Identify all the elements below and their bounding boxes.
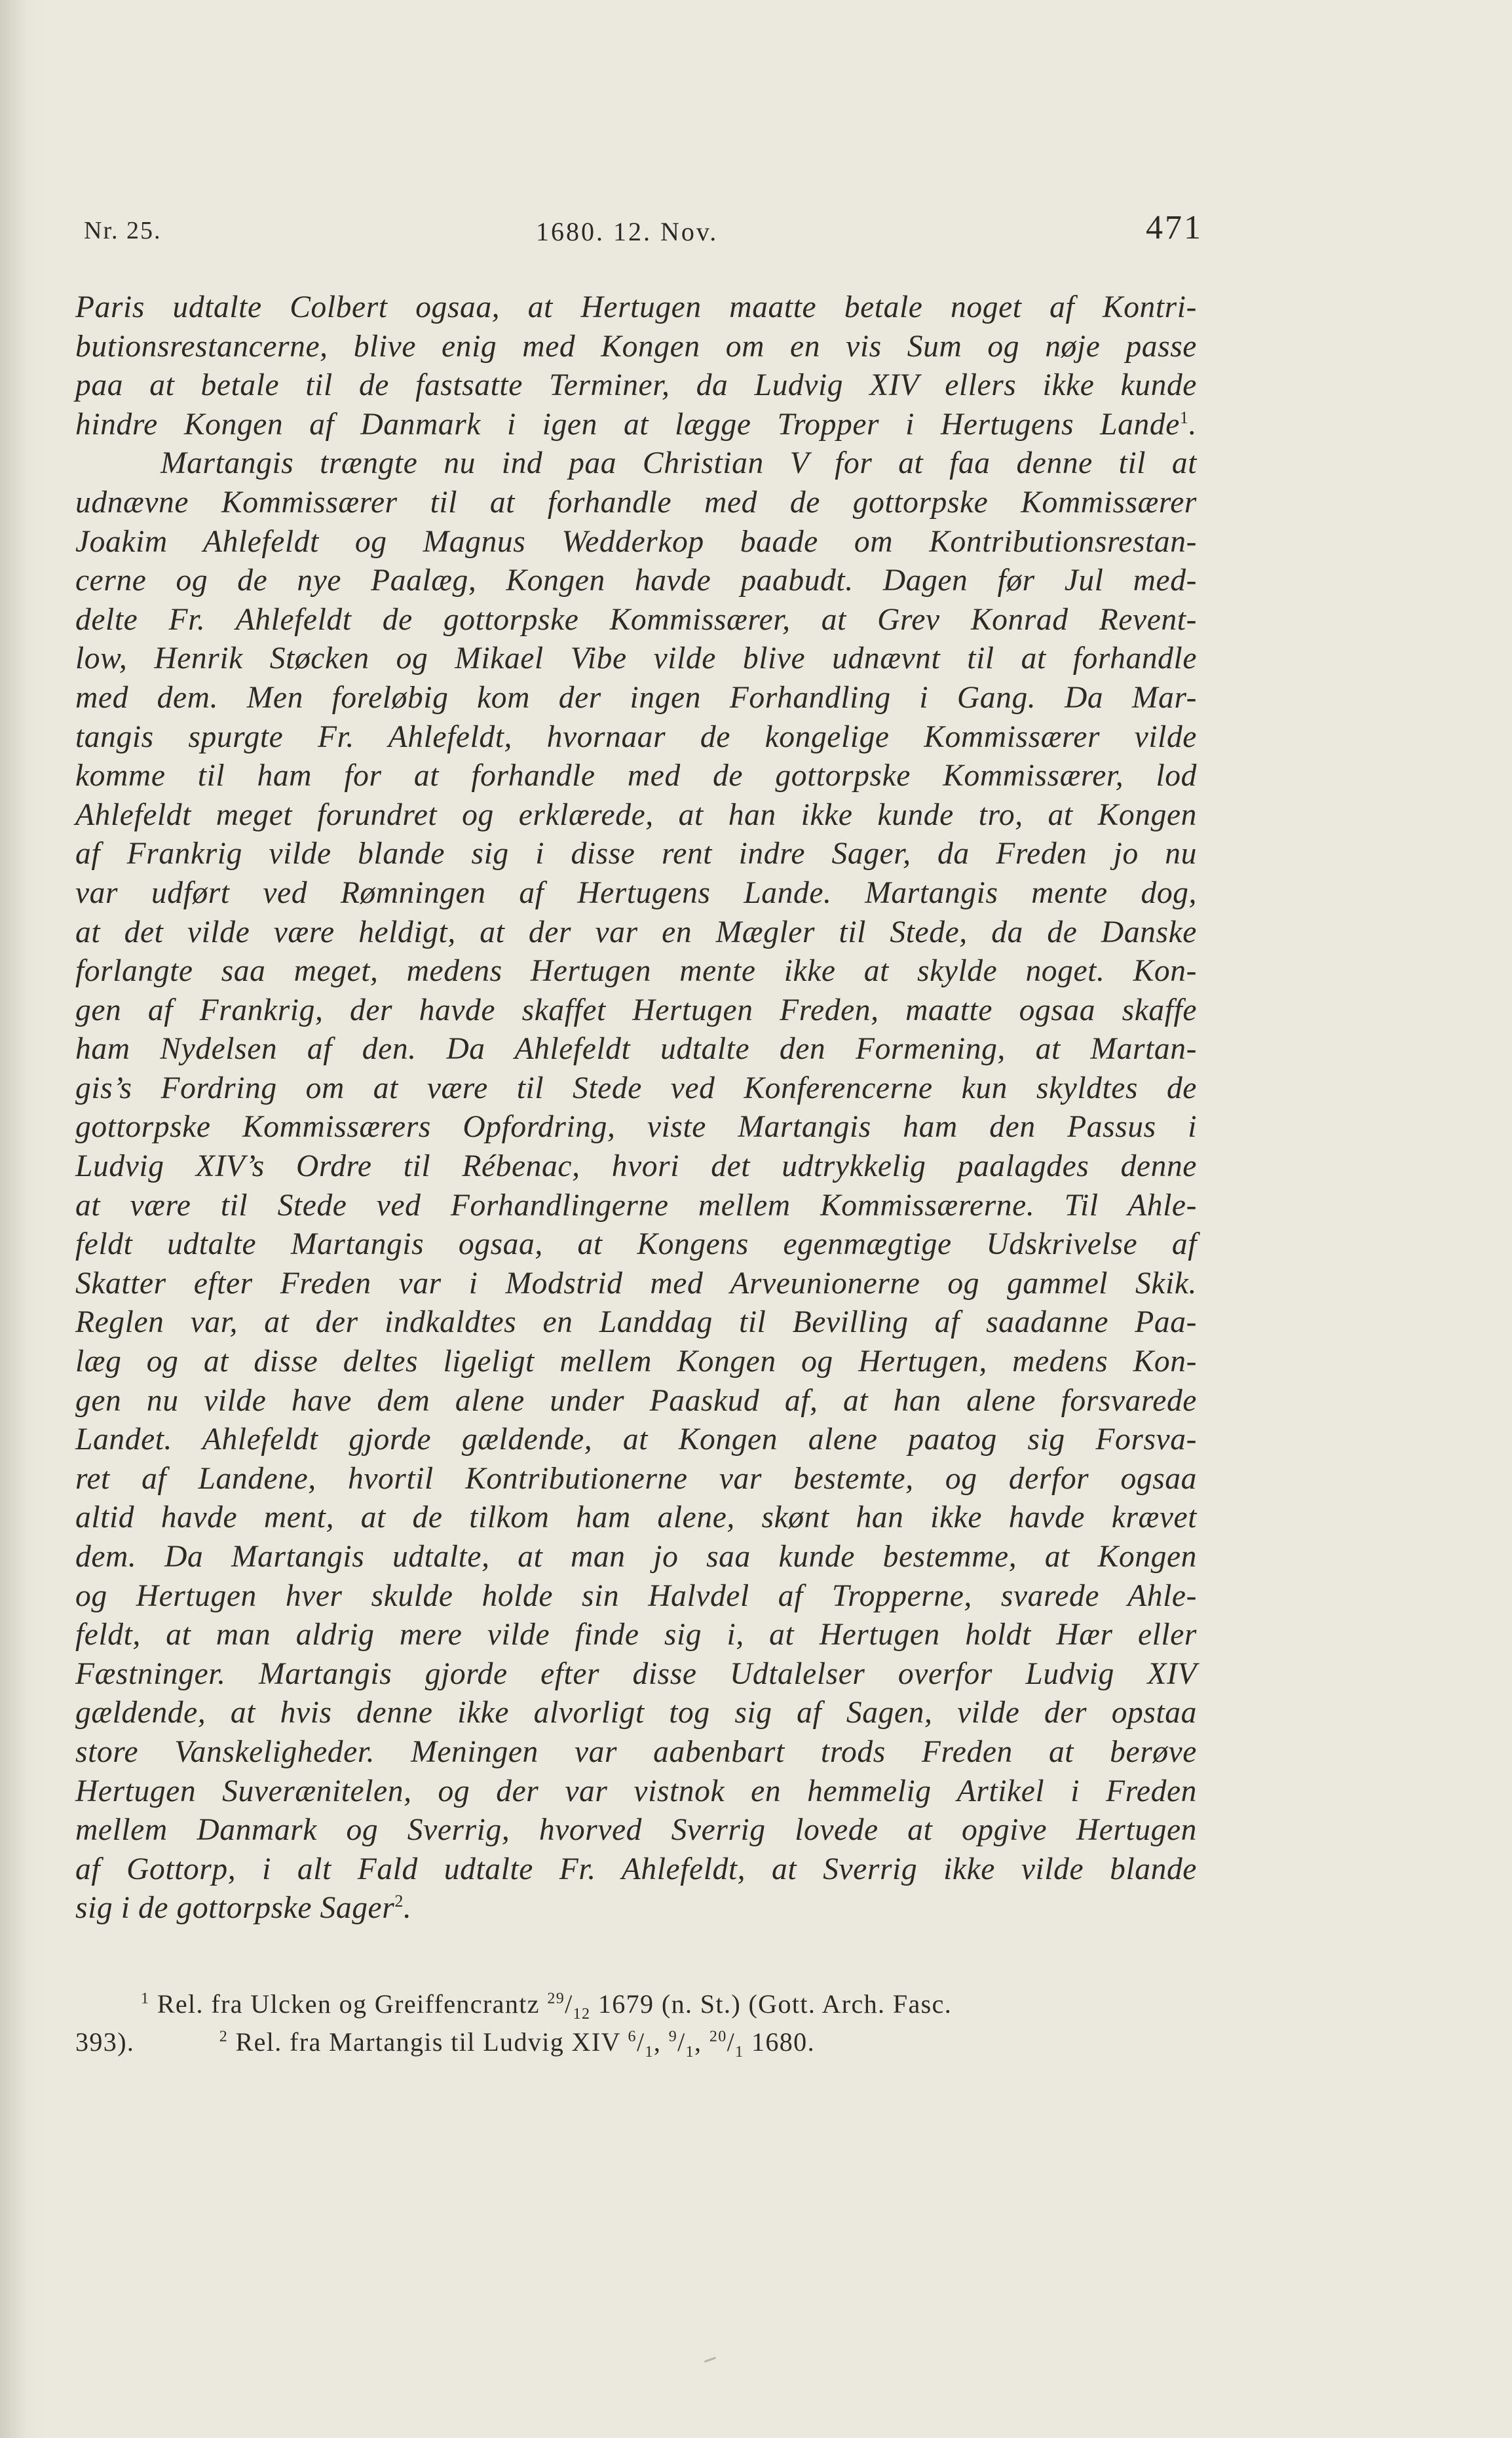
text-line: Fæstninger. Martangis gjorde efter disse Udtalelser overfor Ludvig XIV <box>75 1656 1197 1691</box>
text-line: tangis spurgte Fr. Ahlefeldt, hvornaar de kongelige Kommissærer vilde <box>75 719 1197 754</box>
text-line: altid havde ment, at de tilkom ham alene, skønt han ikke havde krævet <box>75 1500 1197 1535</box>
text-line: var udført ved Rømningen af Hertugens Lande. Martangis mente dog, <box>75 875 1197 910</box>
text-line: Paris udtalte Colbert ogsaa, at Hertugen maatte betale noget af Kontri- <box>75 290 1197 324</box>
footnote-ref-1[interactable]: 1 <box>1179 408 1189 427</box>
text-line: ham Nydelsen af den. Da Ahlefeldt udtalte den Formening, at Martan- <box>75 1032 1197 1067</box>
text-line: gældende, at hvis denne ikke alvorligt tog sig af Sagen, vilde der opstaa <box>75 1696 1197 1730</box>
text-line: at være til Stede ved Forhandlingerne mellem Kommissærerne. Til Ahle- <box>75 1188 1197 1223</box>
date-denominator: 12 <box>573 2006 591 2023</box>
text-line: med dem. Men foreløbig kom der ingen Forhandling i Gang. Da Mar- <box>75 680 1197 715</box>
text-line: udnævne Kommissærer til at forhandle med de gottorpske Kommissærer <box>75 485 1197 520</box>
stray-mark <box>704 2357 716 2363</box>
spine-shadow <box>0 0 26 2438</box>
text-line: store Vanskeligheder. Meningen var aabenbart trods Freden at berøve <box>75 1734 1197 1769</box>
text-line: gen af Frankrig, der havde skaffet Hertugen Freden, maatte ogsaa skaffe <box>75 993 1197 1027</box>
text-line: gis’s Fordring om at være til Stede ved Konferencerne kun skyldtes de <box>75 1071 1197 1105</box>
text-line: gen nu vilde have dem alene under Paaskud af, at han alene forsvarede <box>75 1383 1197 1418</box>
footnote-1-text: Rel. fra Ulcken og Greiffencrantz <box>157 1989 540 2019</box>
footnote-2-date-1: $^6/_1$, <box>628 2027 662 2061</box>
page-number: 471 <box>1146 209 1203 246</box>
document-number: Nr. 25. <box>84 217 162 244</box>
text-line: læg og at disse deltes ligeligt mellem Kongen og Hertugen, medens Kon- <box>75 1344 1197 1379</box>
text-line: af Gottorp, i alt Fald udtalte Fr. Ahlefeldt, at Sverrig ikke vilde blande <box>75 1852 1197 1886</box>
text-line: delte Fr. Ahlefeldt de gottorpske Kommissærer, at Grev Konrad Revent- <box>75 602 1197 637</box>
date-numerator: 20 <box>709 2028 727 2046</box>
text-line: hindre Kongen af Danmark i igen at lægge Tropper i Hertugens Lande$^1$. <box>75 407 1197 442</box>
date-numerator: 9 <box>668 2028 678 2046</box>
footnote-1-continuation: 393). <box>75 2027 135 2057</box>
date-denominator: 1 <box>645 2044 654 2061</box>
running-header <box>84 208 1203 254</box>
footnote-2 <box>142 2027 815 2061</box>
text-line: Ludvig XIV’s Ordre til Rébenac, hvori det udtrykkelig paalagdes denne <box>75 1149 1197 1184</box>
date-numerator: 6 <box>628 2028 637 2046</box>
header-date: 1680. 12. Nov. <box>536 217 719 246</box>
text-line: butionsrestancerne, blive enig med Kongen om en vis Sum og nøje passe <box>75 329 1197 364</box>
text-line: og Hertugen hver skulde holde sin Halvdel af Tropperne, svarede Ahle- <box>75 1578 1197 1613</box>
footnote-2-text: Rel. fra Martangis til Ludvig XIV <box>235 2027 621 2057</box>
footnote-2-date-2: $^9/_1$, <box>668 2027 702 2061</box>
text-line: Skatter efter Freden var i Modstrid med Arveunionerne og gammel Skik. <box>75 1266 1197 1301</box>
text-line: cerne og de nye Paalæg, Kongen havde paabudt. Dagen før Jul med- <box>75 563 1197 598</box>
text-line: Reglen var, at der indkaldtes en Landdag til Bevilling af saadanne Paa- <box>75 1305 1197 1340</box>
text-line-content: hindre Kongen af Danmark i igen at lægge Tropper i Hertugens Lande <box>75 407 1180 442</box>
text-line: feldt udtalte Martangis ogsaa, at Kongens egenmægtige Udskrivelse af <box>75 1227 1197 1262</box>
text-line: sig i de gottorpske Sager$^2$. <box>75 1891 412 1926</box>
date-denominator: 1 <box>735 2044 744 2061</box>
text-line: mellem Danmark og Sverrig, hvorved Sverrig lovede at opgive Hertugen <box>75 1813 1197 1848</box>
text-line: paa at betale til de fastsatte Terminer, da Ludvig XIV ellers ikke kunde <box>75 368 1197 403</box>
text-line: Ahlefeldt meget forundret og erklærede, at han ikke kunde tro, at Kongen <box>75 797 1197 832</box>
text-line: af Frankrig vilde blande sig i disse rent indre Sager, da Freden jo nu <box>75 837 1197 871</box>
footnote-2-rest: 1680. <box>751 2027 815 2057</box>
text-line: feldt, at man aldrig mere vilde finde sig i, at Hertugen holdt Hær eller <box>75 1618 1197 1652</box>
text-line: ret af Landene, hvortil Kontributionerne var bestemte, og derfor ogsaa <box>75 1461 1197 1496</box>
footnote-2-number: 2 <box>219 2028 229 2046</box>
text-line-content: sig i de gottorpske Sager <box>75 1891 395 1926</box>
text-line: Hertugen Suverænitelen, og der var vistnok en hemmelig Artikel i Freden <box>75 1774 1197 1808</box>
date-numerator: 29 <box>547 1990 565 2008</box>
text-line: komme til ham for at forhandle med de gottorpske Kommissærer, lod <box>75 759 1197 793</box>
footnote-2-date-3: $^{20}/_1$ <box>709 2027 744 2061</box>
text-line: Landet. Ahlefeldt gjorde gældende, at Kongen alene paatog sig Forsva- <box>75 1422 1197 1457</box>
footnote-1 <box>75 1985 1197 2023</box>
text-line: forlangte saa meget, medens Hertugen mente ikke at skylde noget. Kon- <box>75 954 1197 989</box>
text-line: at det vilde være heldigt, at der var en Mægler til Stede, da de Danske <box>75 915 1197 949</box>
text-line: low, Henrik Støcken og Mikael Vibe vilde blive udnævnt til at forhandle <box>75 641 1197 676</box>
footnote-ref-2[interactable]: 2 <box>394 1892 404 1911</box>
date-denominator: 1 <box>685 2044 695 2061</box>
text-line: Martangis trængte nu ind paa Christian V for at faa denne til at <box>161 446 1197 481</box>
text-line: Joakim Ahlefeldt og Magnus Wedderkop baade om Kontributionsrestan- <box>75 524 1197 559</box>
footnote-1-cont-and-2 <box>75 2023 1197 2061</box>
footnote-1-number: 1 <box>141 1990 150 2008</box>
main-text <box>75 288 1197 1928</box>
footnote-1-date: $^{29}/_{12}$ <box>547 1989 591 2023</box>
footnote-1-rest: 1679 (n. St.) (Gott. Arch. Fasc. <box>597 1989 953 2019</box>
text-line: gottorpske Kommissærers Opfordring, viste Martangis ham den Passus i <box>75 1110 1197 1145</box>
text-line: dem. Da Martangis udtalte, at man jo saa kunde bestemme, at Kongen <box>75 1540 1197 1574</box>
footnotes <box>75 1985 1197 2061</box>
